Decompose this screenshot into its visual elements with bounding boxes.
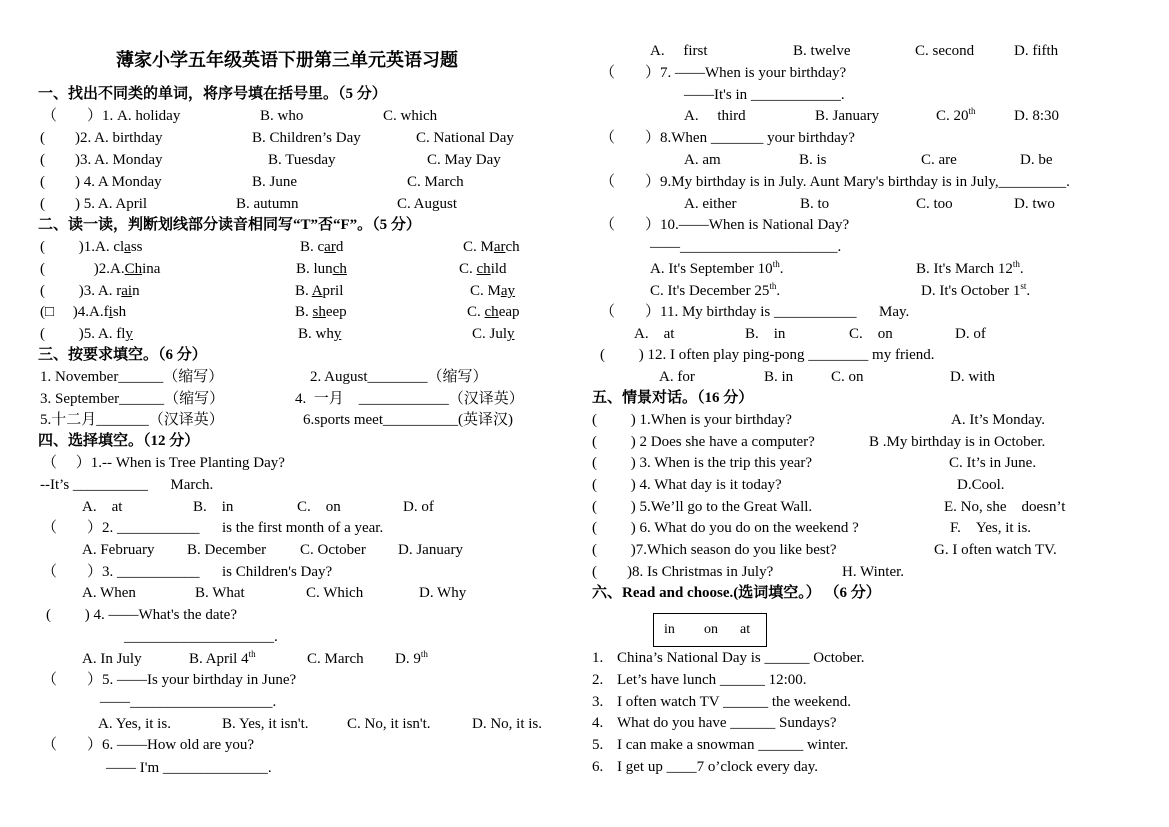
s4-q9-option-b: B. to	[800, 196, 830, 212]
s4-q5-option-d: D. No, it is.	[472, 716, 543, 732]
s4-q7-option-c: C. 20th	[936, 106, 976, 124]
s4-q4-answer-line: ____________________.	[124, 629, 278, 645]
s4-q12-option-c: C. on	[831, 369, 864, 385]
s4-q6-option-a: A. first	[650, 43, 708, 59]
word-bank-in: in	[664, 622, 675, 637]
s3-item-2: 2. August________（缩写）	[310, 369, 488, 385]
s2-q5-b: B. why	[298, 326, 342, 342]
s4-q10-answer-line: ——_____________________.	[650, 239, 842, 255]
s5-answer-d: D.Cool.	[957, 477, 1005, 493]
s4-q8-option-c: C. are	[921, 152, 957, 168]
s4-q5-option-a: A. Yes, it is.	[98, 716, 171, 732]
s4-q3-option-a: A. When	[82, 585, 136, 601]
s6-item-1: China’s National Day is ______ October.	[617, 650, 865, 666]
s4-q6-answer-line: —— I'm ______________.	[106, 760, 272, 776]
s4-q9: （ ）9.My birthday is in July. Aunt Mary's birthday is in July,_________.	[600, 174, 1070, 190]
s2-q2-b: B. lunch	[296, 261, 347, 277]
s2-q3-b: B. April	[295, 283, 344, 299]
s4-q7-answer-line: ——It's in ____________.	[684, 87, 845, 103]
s3-item-3: 3. September______（缩写）	[40, 391, 225, 407]
s4-q12-option-a: A. for	[659, 369, 695, 385]
s6-item-5: I can make a snowman ______ winter.	[617, 737, 849, 753]
s4-q11: （ ）11. My birthday is ___________ May.	[600, 304, 910, 320]
s1-q3-b: B. Tuesday	[268, 152, 336, 168]
s3-item-1: 1. November______（缩写）	[40, 369, 224, 385]
s6-item-6-number: 6.	[592, 759, 604, 775]
s4-q11-option-c: C. on	[849, 326, 893, 342]
s4-q1-answer-line: --It’s __________ March.	[40, 477, 214, 493]
s4-q4-option-c: C. March	[307, 651, 364, 667]
s4-q2-option-b: B. December	[187, 542, 267, 558]
s4-q6: （ ）6. ——How old are you?	[42, 737, 255, 753]
s4-q4-option-d: D. 9th	[395, 649, 428, 667]
s4-q8-option-a: A. am	[684, 152, 721, 168]
s4-q2-option-d: D. January	[398, 542, 463, 558]
section-6-heading: 六、Read and choose.(选词填空。） （6 分）	[592, 585, 881, 601]
s4-q8: （ ）8.When _______ your birthday?	[600, 130, 855, 146]
s5-q4: ( ) 4. What day is it today?	[592, 477, 782, 493]
section-2-heading: 二、读一读，判断划线部分读音相同写“T”否“F”。（5 分）	[38, 217, 421, 233]
s5-q6: ( ) 6. What do you do on the weekend ?	[592, 520, 859, 536]
section-5-heading: 五、情景对话。（16 分）	[592, 390, 754, 406]
s4-q8-option-d: D. be	[1020, 152, 1053, 168]
s4-q11-option-a: A. at	[634, 326, 675, 342]
s4-q6-option-d: D. fifth	[1014, 43, 1059, 59]
s4-q1-option-a: A. at	[82, 499, 123, 515]
word-bank-on: on	[704, 622, 718, 637]
s4-q3: （ ）3. ___________ is Children's Day?	[42, 564, 333, 580]
s1-q1-b: B. who	[260, 108, 304, 124]
s4-q10-option-d: D. It's October 1st.	[921, 281, 1031, 299]
s4-q7: （ ）7. ——When is your birthday?	[600, 65, 847, 81]
s1-q5-b: B. autumn	[236, 196, 299, 212]
s6-item-6: I get up ____7 o’clock every day.	[617, 759, 819, 775]
s4-q9-option-c: C. too	[916, 196, 953, 212]
s4-q4-option-a: A. In July	[82, 651, 142, 667]
s2-q4-c: C. cheap	[467, 304, 520, 320]
s4-q1-option-d: D. of	[403, 499, 434, 515]
s5-answer-g: G. I often watch TV.	[934, 542, 1057, 558]
s4-q7-option-a: A. third	[684, 108, 746, 124]
s4-q3-option-b: B. What	[195, 585, 245, 601]
s1-q2-b: B. Children’s Day	[252, 130, 361, 146]
s5-q8: ( )8. Is Christmas in July?	[592, 564, 774, 580]
s5-answer-c: C. It’s in June.	[949, 455, 1037, 471]
s4-q10-option-a: A. It's September 10th.	[650, 259, 784, 277]
s3-item-5: 5.十二月_______（汉译英）	[40, 412, 224, 428]
page-title: 薄家小学五年级英语下册第三单元英语习题	[116, 50, 458, 70]
s4-q1: （ ）1.-- When is Tree Planting Day?	[42, 455, 285, 471]
section-4-heading: 四、选择填空。（12 分）	[38, 433, 200, 449]
s6-item-5-number: 5.	[592, 737, 604, 753]
s4-q2-option-c: C. October	[300, 542, 366, 558]
s4-q2: （ ）2. ___________ is the first month of a year.	[42, 520, 384, 536]
s2-q5-a: ( )5. A. fly	[40, 326, 133, 342]
s4-q8-option-b: B. is	[799, 152, 827, 168]
section-1-heading: 一、找出不同类的单词，将序号填在括号里。（5 分）	[38, 86, 387, 102]
s5-q1: ( ) 1.When is your birthday?	[592, 412, 792, 428]
s6-item-1-number: 1.	[592, 650, 604, 666]
s4-q12-option-b: B. in	[764, 369, 794, 385]
s4-q3-option-d: D. Why	[419, 585, 467, 601]
s4-q6-option-c: C. second	[915, 43, 975, 59]
s5-q7: ( )7.Which season do you like best?	[592, 542, 837, 558]
s2-q1-a: ( )1.A. class	[40, 239, 143, 255]
s4-q6-option-b: B. twelve	[793, 43, 851, 59]
s4-q4: ( ) 4. ——What's the date?	[46, 607, 237, 623]
s5-q3: ( ) 3. When is the trip this year?	[592, 455, 813, 471]
s2-q4-a: (□ )4.A.fish	[40, 304, 127, 320]
s6-item-4: What do you have ______ Sundays?	[617, 715, 837, 731]
s2-q1-c: C. March	[463, 239, 520, 255]
s1-q2-c: C. National Day	[416, 130, 514, 146]
s4-q1-option-b: B. in	[193, 499, 234, 515]
s5-answer-h: H. Winter.	[842, 564, 905, 580]
s4-q9-option-d: D. two	[1014, 196, 1055, 212]
s5-answer-e: E. No, she doesn’t	[944, 499, 1066, 515]
section-3-heading: 三、按要求填空。（6 分）	[38, 347, 207, 363]
s2-q1-b: B. card	[300, 239, 344, 255]
s5-answer-b: B .My birthday is in October.	[869, 434, 1046, 450]
s2-q4-b: B. sheep	[295, 304, 347, 320]
s6-item-3-number: 3.	[592, 694, 604, 710]
s1-q1-c: C. which	[383, 108, 438, 124]
s1-q2-prefix: ( )2. A. birthday	[40, 130, 163, 146]
s4-q12-option-d: D. with	[950, 369, 995, 385]
s1-q5-prefix: ( ) 5. A. April	[40, 196, 148, 212]
s5-answer-f: F. Yes, it is.	[950, 520, 1032, 536]
s4-q5: （ ）5. ——Is your birthday in June?	[42, 672, 297, 688]
s4-q10-option-c: C. It's December 25th.	[650, 281, 781, 299]
s3-item-6: 6.sports meet__________(英译汉)	[303, 412, 513, 428]
s4-q10: （ ）10.——When is National Day?	[600, 217, 850, 233]
s1-q3-prefix: ( )3. A. Monday	[40, 152, 163, 168]
s3-item-4: 4. 一月 ____________（汉译英）	[295, 391, 524, 407]
word-bank-at: at	[740, 622, 751, 637]
s4-q11-option-b: B. in	[745, 326, 786, 342]
s6-item-4-number: 4.	[592, 715, 604, 731]
s1-q4-b: B. June	[252, 174, 297, 190]
s4-q7-option-b: B. January	[815, 108, 880, 124]
s1-q5-c: C. August	[397, 196, 458, 212]
s2-q3-a: ( )3. A. rain	[40, 283, 140, 299]
s2-q5-c: C. July	[472, 326, 515, 342]
s4-q5-option-b: B. Yes, it isn't.	[222, 716, 309, 732]
s4-q3-option-c: C. Which	[306, 585, 364, 601]
s4-q5-answer-line: ——___________________.	[100, 694, 277, 710]
s6-item-2-number: 2.	[592, 672, 604, 688]
s5-q2: ( ) 2 Does she have a computer?	[592, 434, 815, 450]
s5-answer-a: A. It’s Monday.	[951, 412, 1046, 428]
s4-q4-option-b: B. April 4th	[189, 649, 256, 667]
s4-q9-option-a: A. either	[684, 196, 737, 212]
s2-q2-a: ( )2.A.China	[40, 261, 161, 277]
s6-item-2: Let’s have lunch ______ 12:00.	[617, 672, 807, 688]
s4-q1-option-c: C. on	[297, 499, 341, 515]
s4-q7-option-d: D. 8:30	[1014, 108, 1059, 124]
s1-q4-prefix: ( ) 4. A Monday	[40, 174, 162, 190]
s4-q10-option-b: B. It's March 12th.	[916, 259, 1024, 277]
s4-q11-option-d: D. of	[955, 326, 986, 342]
s1-q3-c: C. May Day	[427, 152, 501, 168]
s4-q5-option-c: C. No, it isn't.	[347, 716, 431, 732]
s4-q2-option-a: A. February	[82, 542, 155, 558]
s5-q5: ( ) 5.We’ll go to the Great Wall.	[592, 499, 813, 515]
s4-q12: ( ) 12. I often play ping-pong ________ my friend.	[600, 347, 935, 363]
s6-item-3: I often watch TV ______ the weekend.	[617, 694, 851, 710]
s2-q2-c: C. child	[459, 261, 507, 277]
s2-q3-c: C. May	[470, 283, 516, 299]
s1-q1-prefix: （ ）1. A. holiday	[42, 108, 181, 124]
s1-q4-c: C. March	[407, 174, 464, 190]
